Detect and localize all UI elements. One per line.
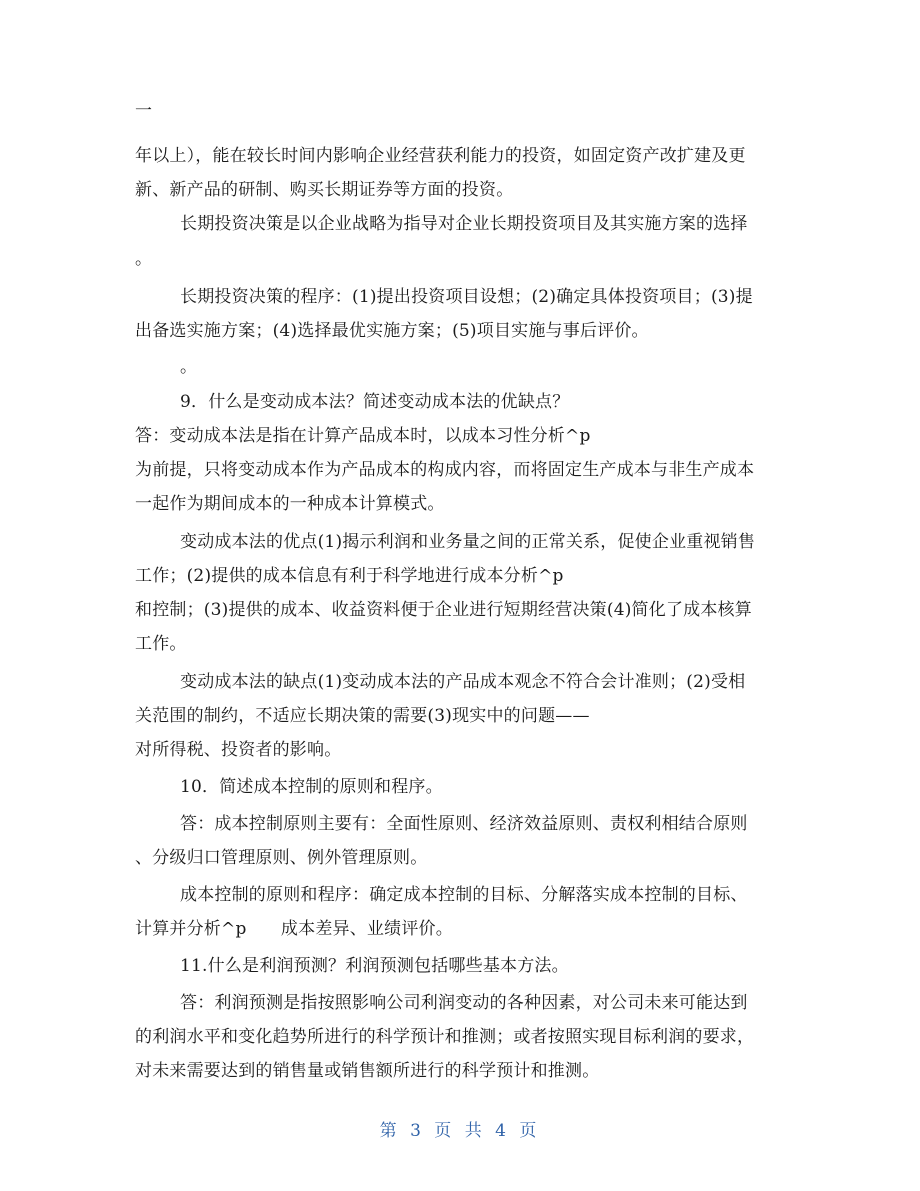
text-line: 长期投资决策的程序：(1)提出投资项目设想；(2)确定具体投资项目；(3)提 bbox=[180, 287, 753, 307]
text-line: 对所得税、投资者的影响。 bbox=[135, 740, 342, 760]
text-line: 答：利润预测是指按照影响公司利润变动的各种因素，对公司未来可能达到 bbox=[180, 993, 748, 1013]
text-line: 出备选实施方案；(4)选择最优实施方案；(5)项目实施与事后评价。 bbox=[135, 321, 649, 341]
text-line: 、分级归口管理原则、例外管理原则。 bbox=[135, 848, 428, 868]
text-line: 工作；(2)提供的成本信息有利于科学地进行成本分析^p bbox=[135, 566, 564, 586]
text-line: 年以上），能在较长时间内影响企业经营获利能力的投资，如固定资产改扩建及更 bbox=[135, 146, 746, 166]
text-line: 答：变动成本法是指在计算产品成本时，以成本习性分析^p bbox=[135, 426, 591, 446]
text-line: 一起作为期间成本的一种成本计算模式。 bbox=[135, 494, 445, 514]
text-line: 变动成本法的缺点(1)变动成本法的产品成本观念不符合会计准则；(2)受相 bbox=[180, 672, 746, 692]
text-line: 关范围的制约，不适应长期决策的需要(3)现实中的问题—— bbox=[135, 706, 590, 726]
section-heading: 9．什么是变动成本法？简述变动成本法的优缺点？ bbox=[180, 392, 570, 412]
text-line: 对未来需要达到的销售量或销售额所进行的科学预计和推测。 bbox=[135, 1061, 600, 1081]
text-line: 一 bbox=[135, 101, 153, 121]
section-heading: 11.什么是利润预测？利润预测包括哪些基本方法。 bbox=[180, 956, 569, 976]
text-line: 答：成本控制原则主要有：全面性原则、经济效益原则、责权利相结合原则 bbox=[180, 814, 748, 834]
text-line: 的利润水平和变化趋势所进行的科学预计和推测；或者按照实现目标利润的要求， bbox=[135, 1027, 755, 1047]
text-line: 为前提，只将变动成本作为产品成本的构成内容，而将固定生产成本与非生产成本 bbox=[135, 460, 755, 480]
text-line: 成本控制的原则和程序：确定成本控制的目标、分解落实成本控制的目标、 bbox=[180, 885, 748, 905]
text-line: 计算并分析^p 成本差异、业绩评价。 bbox=[135, 919, 453, 939]
text-line: 。 bbox=[135, 249, 153, 269]
section-heading: 10．简述成本控制的原则和程序。 bbox=[180, 777, 443, 797]
text-line: 。 bbox=[180, 357, 198, 377]
text-line: 长期投资决策是以企业战略为指导对企业长期投资项目及其实施方案的选择 bbox=[180, 214, 748, 234]
text-line: 和控制；(3)提供的成本、收益资料便于企业进行短期经营决策(4)简化了成本核算 bbox=[135, 600, 752, 620]
text-line: 变动成本法的优点(1)揭示利润和业务量之间的正常关系，促使企业重视销售 bbox=[180, 532, 756, 552]
page-number-footer: 第 3 页 共 4 页 bbox=[379, 1121, 541, 1141]
text-line: 新、新产品的研制、购买长期证券等方面的投资。 bbox=[135, 180, 514, 200]
text-line: 工作。 bbox=[135, 634, 187, 654]
